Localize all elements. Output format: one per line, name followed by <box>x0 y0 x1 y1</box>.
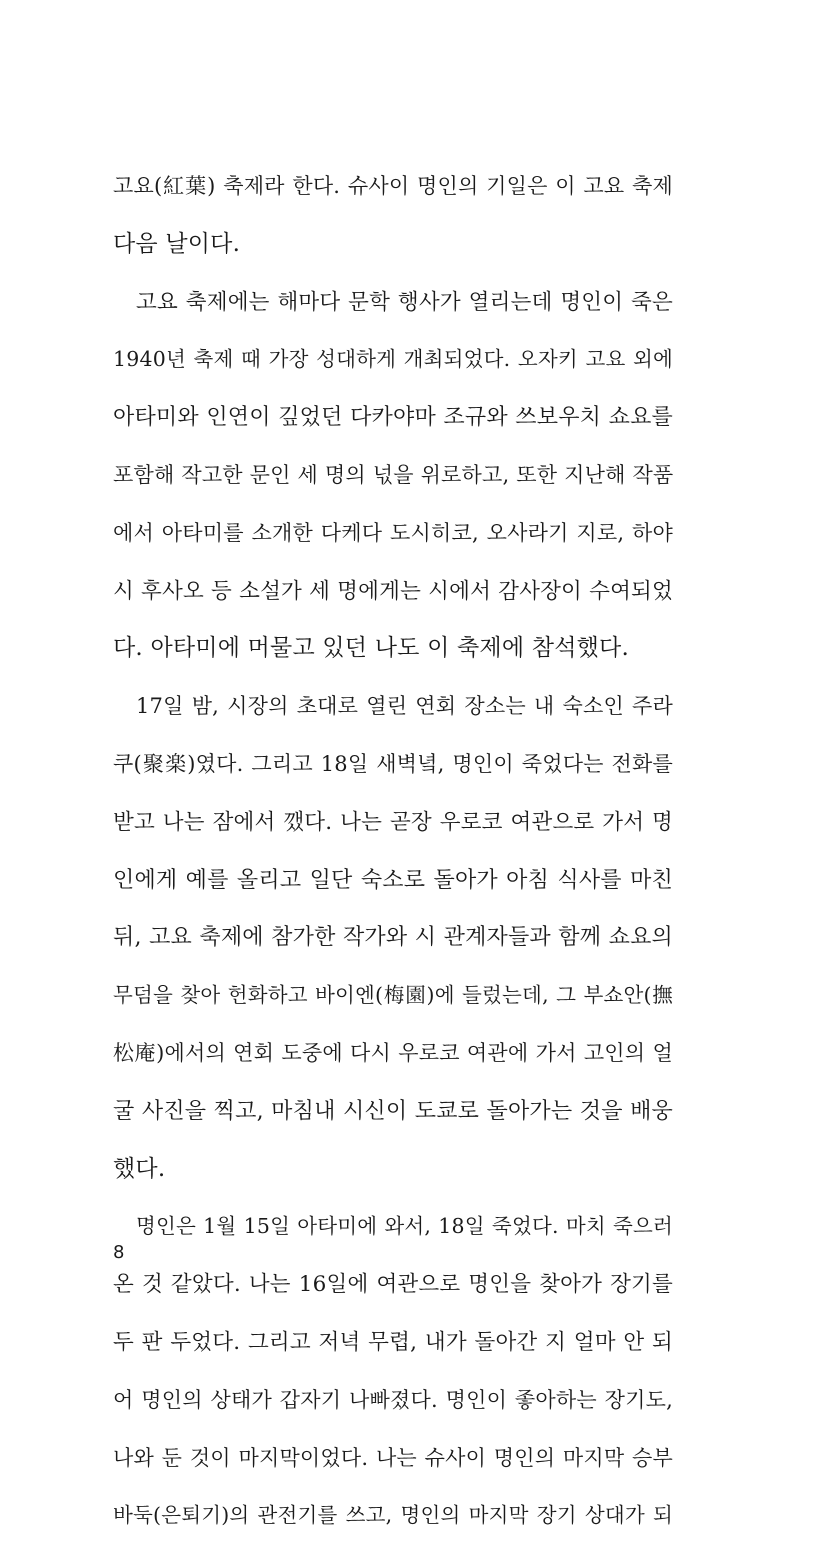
text-line: 쿠(聚楽)였다. 그리고 18일 새벽녘, 명인이 죽었다는 전화를 <box>113 751 673 776</box>
paragraph <box>113 158 673 274</box>
text-line: 松庵)에서의 연회 도중에 다시 우로코 여관에 가서 고인의 얼 <box>113 1040 673 1065</box>
text-line: 뒤, 고요 축제에 참가한 작가와 시 관계자들과 함께 쇼요의 <box>113 925 673 951</box>
page-number: 8 <box>113 1242 125 1263</box>
text-line: 온 것 같았다. 나는 16일에 여관으로 명인을 찾아가 장기를 <box>113 1272 673 1298</box>
text-line: 시 후사오 등 소설가 세 명에게는 시에서 감사장이 수여되었 <box>113 578 673 604</box>
text-line: 무덤을 찾아 헌화하고 바이엔(梅園)에 들렀는데, 그 부쇼안(撫 <box>113 983 673 1008</box>
paragraph <box>113 274 673 679</box>
text-line: 포함해 작고한 문인 세 명의 넋을 위로하고, 또한 지난해 작품 <box>113 462 674 487</box>
text-line: 받고 나는 잠에서 깼다. 나는 곧장 우로코 여관으로 가서 명 <box>113 809 673 835</box>
text-line: 어 명인의 상태가 갑자기 나빠졌다. 명인이 좋아하는 장기도, <box>113 1387 673 1412</box>
paragraph <box>113 1198 673 1545</box>
text-line: 고요(紅葉) 축제라 한다. 슈사이 명인의 기일은 이 고요 축제 <box>113 174 673 198</box>
text-line: 했다. <box>113 1155 166 1182</box>
text-line: 인에게 예를 올리고 일단 숙소로 돌아가 아침 식사를 마친 <box>113 867 673 893</box>
text-line: 아타미와 인연이 깊었던 다카야마 조규와 쓰보우치 쇼요를 <box>113 405 673 431</box>
paragraph <box>113 678 673 1198</box>
text-line: 굴 사진을 찍고, 마침내 시신이 도쿄로 돌아가는 것을 배웅 <box>113 1098 673 1124</box>
text-line: 에서 아타미를 소개한 다케다 도시히코, 오사라기 지로, 하야 <box>113 520 673 545</box>
text-line: 고요 축제에는 해마다 문학 행사가 열리는데 명인이 죽은 <box>136 289 673 315</box>
text-line: 바둑(은퇴기)의 관전기를 쓰고, 명인의 마지막 장기 상대가 되 <box>113 1503 673 1528</box>
text-line: 두 판 두었다. 그리고 저녁 무렵, 내가 돌아간 지 얼마 안 되 <box>113 1329 673 1355</box>
body-text <box>113 158 673 1545</box>
text-line: 다음 날이다. <box>113 230 241 257</box>
text-line: 명인은 1월 15일 아타미에 와서, 18일 죽었다. 마치 죽으러 <box>136 1214 673 1239</box>
text-line: 나와 둔 것이 마지막이었다. 나는 슈사이 명인의 마지막 승부 <box>113 1445 673 1470</box>
text-line: 다. 아타미에 머물고 있던 나도 이 축제에 참석했다. <box>113 635 629 662</box>
text-line: 17일 밤, 시장의 초대로 열린 연회 장소는 내 숙소인 주라 <box>136 694 673 719</box>
text-line: 1940년 축제 때 가장 성대하게 개최되었다. 오자키 고요 외에 <box>113 347 673 372</box>
